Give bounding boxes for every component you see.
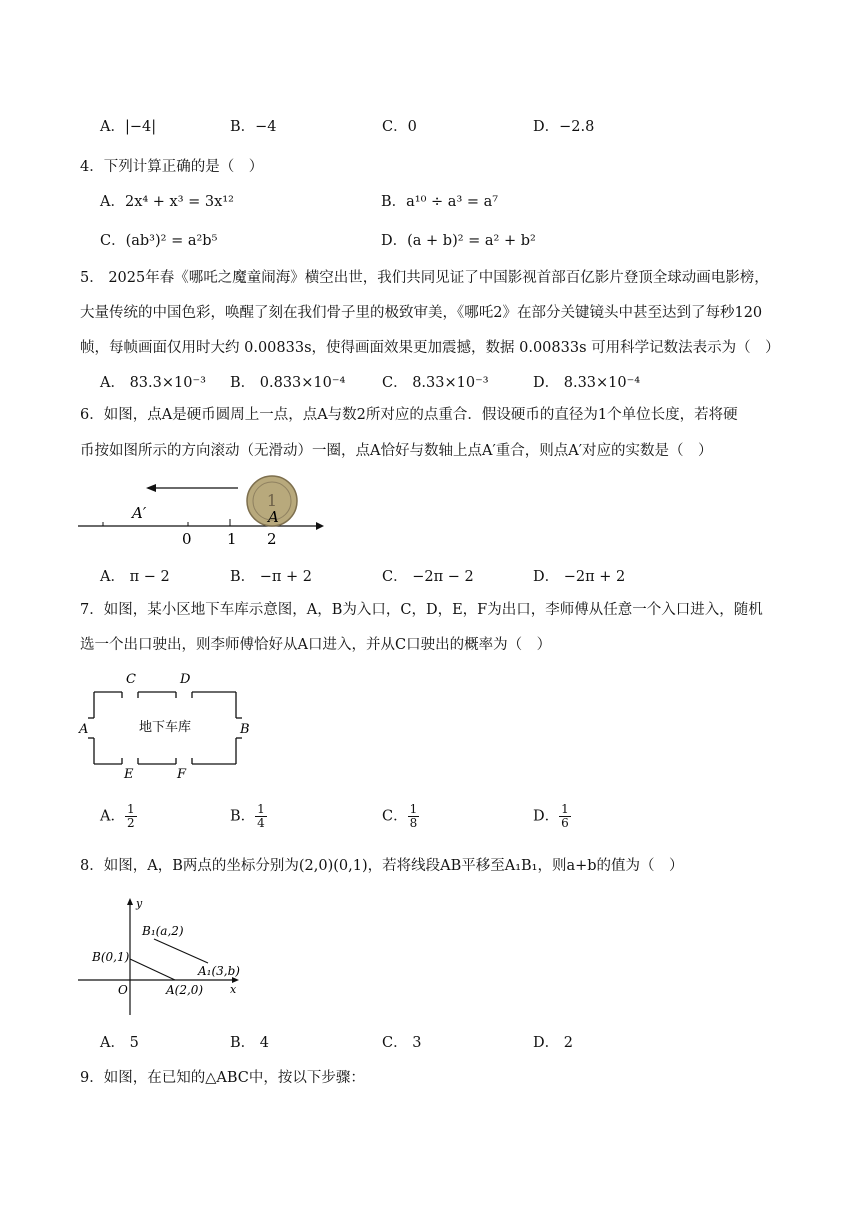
label-f: F — [177, 767, 187, 782]
label-a: A — [268, 508, 279, 526]
label-a: A(2,0) — [166, 983, 204, 997]
q5-line-2: 大量传统的中国色彩，唤醒了刻在我们骨子里的极致审美，《哪吒2》在部分关键镜头中甚至达到了每秒120 — [80, 305, 763, 321]
q5-option-a: A． 83.3×10⁻³ — [100, 375, 206, 391]
q7-option-d: D． $\frac{1}{6}$ — [533, 802, 569, 830]
q3-option-a: A．|−4| — [100, 119, 157, 135]
label-b: B(0,1) — [92, 950, 130, 964]
y-axis-arrow — [127, 898, 133, 905]
garage-figure — [76, 668, 256, 784]
coordinate-figure — [74, 895, 254, 1025]
q4-option-b: B．a¹⁰ ÷ a³ = a⁷ — [381, 194, 499, 210]
label-o: O — [118, 983, 128, 997]
label-e: E — [124, 767, 134, 782]
q6-option-c: C． −2π − 2 — [382, 569, 474, 585]
q5-line-1: 5． 2025年春《哪吒之魔童闹海》横空出世，我们共同见证了中国影视首部百亿影片登顶全球动画电影榜， — [80, 270, 769, 286]
q5-option-d: D． 8.33×10⁻⁴ — [533, 375, 641, 391]
q9-stem: 9．如图，在已知的△ABC中，按以下步骤： — [80, 1070, 365, 1086]
label-a: A — [79, 722, 89, 737]
q6-option-b: B． −π + 2 — [230, 569, 313, 585]
q5-option-b: B． 0.833×10⁻⁴ — [230, 375, 346, 391]
q6-option-d: D． −2π + 2 — [533, 569, 626, 585]
q8-option-b: B． 4 — [230, 1035, 269, 1051]
label-b: B — [240, 722, 250, 737]
q6-line-1: 6．如图，点A是硬币圆周上一点，点A与数2所对应的点重合．假设硬币的直径为1个单位长度，若将硬 — [80, 407, 738, 423]
q5-option-c: C． 8.33×10⁻³ — [382, 375, 489, 391]
label-x: x — [230, 983, 237, 996]
q7-option-b: B． $\frac{1}{4}$ — [230, 802, 265, 830]
label-y: y — [136, 897, 143, 910]
label-2: 2 — [267, 530, 277, 548]
segment-ab — [130, 959, 175, 980]
label-d: D — [180, 672, 191, 687]
coin-digit: 1 — [266, 491, 278, 510]
q8-option-a: A． 5 — [100, 1035, 139, 1051]
q6-option-a: A． π − 2 — [100, 569, 170, 585]
q7-line-2: 选一个出口驶出，则李师傅恰好从A口进入，并从C口驶出的概率为（ ） — [80, 637, 552, 653]
label-0: 0 — [182, 530, 192, 548]
roll-arrowhead — [146, 484, 156, 492]
q3-option-b: B．−4 — [230, 119, 277, 135]
q4-option-a: A．2x⁴ + x³ = 3x¹² — [100, 194, 234, 210]
q7-option-c: C． $\frac{1}{8}$ — [382, 802, 418, 830]
axis-arrowhead — [316, 522, 324, 530]
garage-center-label: 地下车库 — [138, 720, 192, 735]
segment-a1b1 — [154, 939, 208, 963]
label-a-prime: A′ — [132, 504, 147, 522]
q6-line-2: 币按如图所示的方向滚动（无滑动）一圈，点A恰好与数轴上点A′重合，则点A′对应的实数是（ ） — [80, 443, 713, 459]
q4-stem: 4．下列计算正确的是（ ） — [80, 159, 264, 175]
q3-option-c: C．0 — [382, 119, 417, 135]
q7-option-a: A． $\frac{1}{2}$ — [100, 802, 135, 830]
q8-option-c: C． 3 — [382, 1035, 422, 1051]
label-c: C — [126, 672, 136, 687]
q8-stem: 8．如图，A，B两点的坐标分别为(2,0)(0,1)，若将线段AB平移至A₁B₁，则a+b的值为（ ） — [80, 858, 684, 874]
label-1: 1 — [227, 530, 237, 548]
label-b1: B₁(a,2) — [142, 924, 184, 938]
q8-option-d: D． 2 — [533, 1035, 573, 1051]
q3-option-d: D．−2.8 — [533, 119, 595, 135]
q5-line-3: 帧，每帧画面仅用时大约 0.00833s，使得画面效果更加震撼，数据 0.00833s 可用科学记数法表示为（ ） — [80, 340, 780, 356]
q7-line-1: 7．如图，某小区地下车库示意图，A，B为入口，C，D，E，F为出口，李师傅从任意一个入口进入，随机 — [80, 602, 763, 618]
number-line-figure — [70, 472, 330, 552]
q4-option-d: D．(a + b)² = a² + b² — [381, 233, 536, 249]
label-a1: A₁(3,b) — [198, 964, 240, 978]
q4-option-c: C．(ab³)² = a²b⁵ — [100, 233, 218, 249]
